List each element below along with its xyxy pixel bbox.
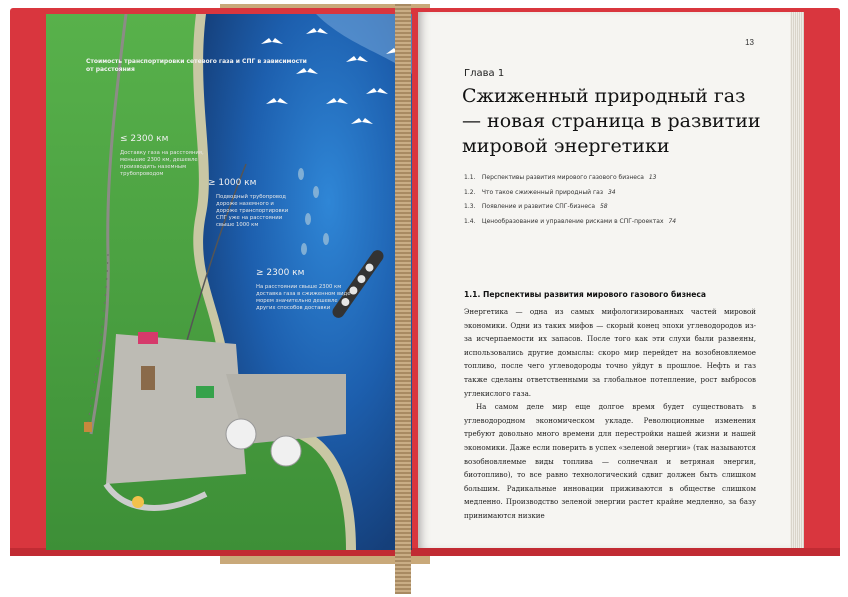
building-green bbox=[196, 386, 214, 398]
section-heading: 1.1. Перспективы развития мирового газового бизнеса bbox=[464, 290, 707, 299]
annotation-desc-lng: На расстоянии свыше 2300 км доставка газа в сжиженном виде морем значительно дешевле других способов доставки bbox=[256, 284, 351, 311]
annotation-value-subsea: ≥ 1000 км bbox=[208, 178, 257, 188]
toc-item: 1.2. Что такое сжиженный природный газ 34 bbox=[464, 188, 616, 196]
map-title: Стоимость транспортировки сетевого газа и СПГ в зависимости от расстояния bbox=[86, 58, 307, 73]
annotation-desc-land: Доставку газа на расстояния, меньшие 2300 км, дешевле производить наземным трубопроводом bbox=[120, 150, 204, 177]
page-edges bbox=[790, 12, 804, 548]
paragraph: На самом деле мир еще долгое время будет существовать в углеводородном экономическом укладе. Революционные изменения требуют довольно много времени для перестройки нашей жизни и нашей экономики. Даже если поверить в успех «зеленой энергии» (так называются возобновляемые виды топлива — солнечная и ветряная энергия, биотопливо), то все равно технологический сдвиг должен быть слишком большим. Радикальные инновации приживаются в обществе слишком медленно. Производство зеленой энергии растет крайне медленно, за базу принимаются низкие bbox=[464, 402, 756, 520]
toc-item: 1.3. Появление и развитие СПГ-бизнеса 58 bbox=[464, 203, 608, 210]
page-number: 13 bbox=[745, 38, 754, 47]
paragraph: Энергетика — одна из самых мифологизированных частей мировой экономики. Одни из таких мифов — скорый конец эпохи углеводородов из-за исчерпаемости их запасов. После того как эти слухи были развеяны, использовались другие домыслы: скоро мир перейдет на возобновляемое топливо, после чего углеводороды точно уйдут в прошлое. Нефть и газ также сделаны ответственными за глобальное потепление, рост выбросов углекислого газа. bbox=[464, 307, 756, 398]
building-brown bbox=[141, 366, 155, 390]
annotation-value-lng: ≥ 2300 км bbox=[256, 268, 305, 278]
body-text bbox=[464, 305, 756, 523]
annotation-desc-subsea: Подводный трубопровод дороже наземного и дороже транспортировки СПГ уже на расстоянии свыше 1000 км bbox=[216, 194, 289, 228]
bookmark-ribbon bbox=[395, 4, 411, 594]
chapter-title: Сжиженный природный газ — новая страница в развитии мировой энергетики bbox=[462, 85, 761, 157]
annotation-value-land: ≤ 2300 км bbox=[120, 134, 169, 144]
lng-plant-ground bbox=[106, 334, 246, 484]
right-page bbox=[418, 12, 790, 548]
chapter-label: Глава 1 bbox=[464, 68, 505, 79]
map-illustration bbox=[46, 14, 412, 550]
gas-flare bbox=[132, 496, 144, 508]
lng-tank-1 bbox=[226, 419, 256, 449]
lng-tank-2 bbox=[271, 436, 301, 466]
chapter-contents bbox=[464, 174, 764, 232]
toc-item: 1.4. Ценообразование и управление рисками в СПГ-проектах 74 bbox=[464, 217, 677, 225]
toc-item: 1.1. Перспективы развития мирового газового бизнеса 13 bbox=[464, 174, 657, 181]
left-page-illustration bbox=[46, 14, 412, 550]
building-pink bbox=[138, 332, 158, 344]
